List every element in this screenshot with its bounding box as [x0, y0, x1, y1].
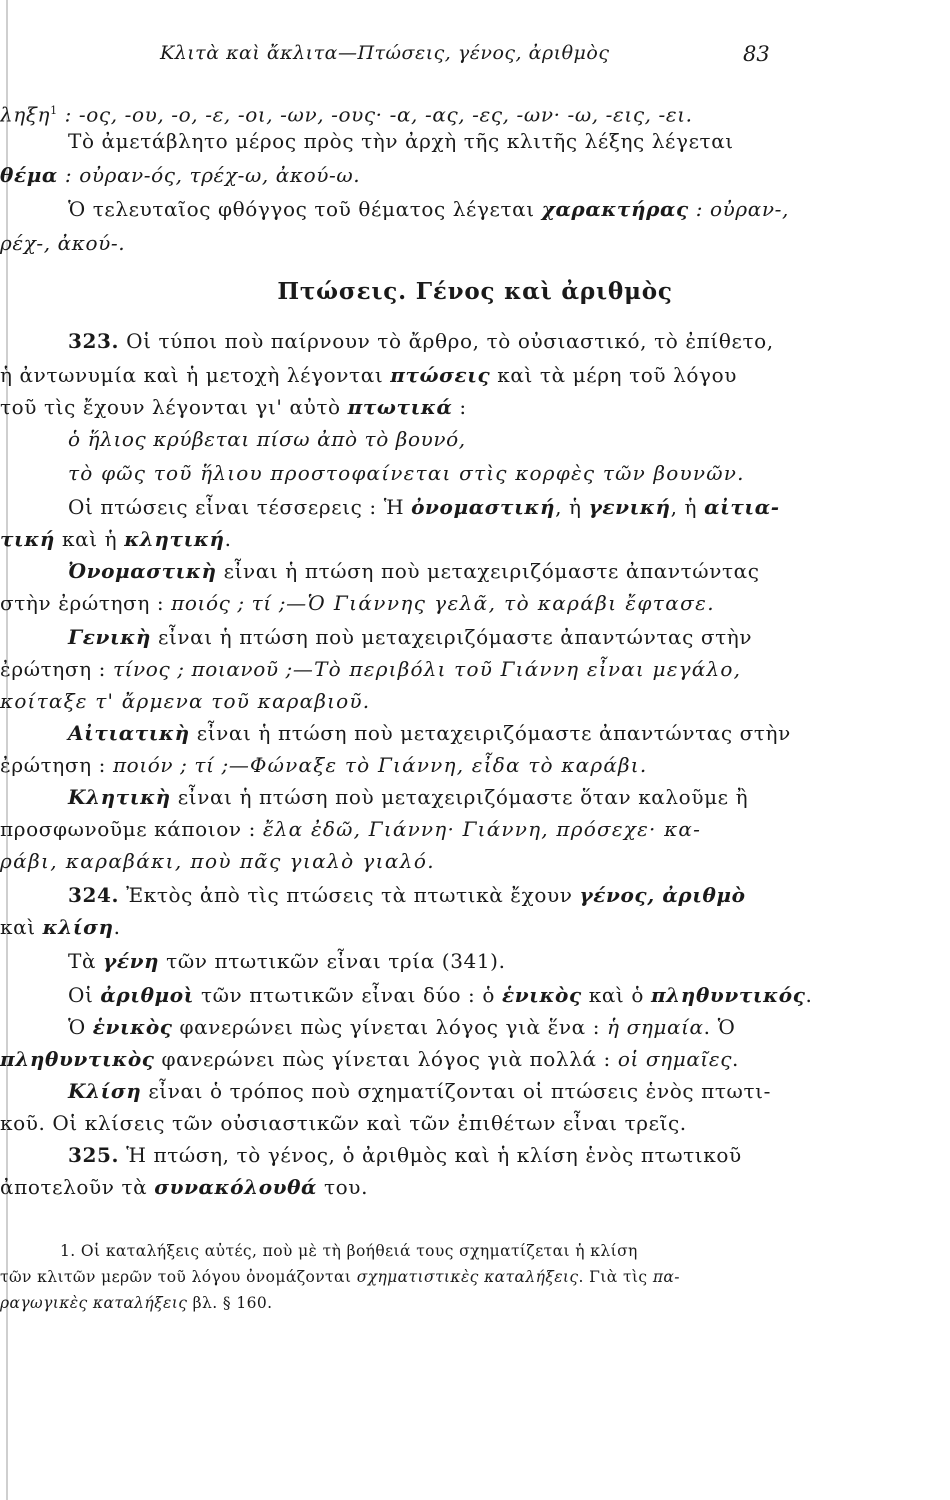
case-vocative-line-3: ράβι, καραβάκι, ποὺ πᾶς γιαλὸ γιαλό. [0, 849, 436, 873]
case-genitive-line-1 [0, 624, 950, 650]
text-span: . Γιὰ τὶς [578, 1268, 653, 1286]
term-genos-arithmos: γένος, ἀριθμὸ [579, 883, 746, 907]
term-schimatistikes: σχηματιστικὲς καταλήξεις [356, 1268, 579, 1286]
term-katalixi: ληξη [0, 102, 51, 127]
example-text: —Ὁ Γιάννης γελᾶ, τὸ καράβι ἔφτασε. [286, 591, 716, 615]
para-323-line-2 [0, 362, 940, 388]
text-span: εἶναι ὁ τρόπος ποὺ σχηματίζονται οἱ πτώσεις ἑνὸς πτωτι- [141, 1079, 771, 1103]
case-vocative-line-2 [0, 816, 940, 842]
para-324-line-2 [0, 914, 940, 940]
section-heading-text: Πτώσεις. Γένος καὶ ἀριθμὸς [277, 278, 673, 305]
para-324-line-6 [0, 1046, 940, 1072]
text-span: : οὐραν-, [688, 197, 789, 221]
text-span: ἀποτελοῦν τὰ [0, 1175, 155, 1199]
text-span: βλ. § 160. [187, 1294, 273, 1312]
case-genitive-line-2 [0, 656, 940, 682]
term-geni: γένη [103, 949, 160, 973]
term-enikos-def: ἑνικὸς [92, 1015, 173, 1039]
text-span: στὴν ἐρώτηση : [0, 591, 172, 615]
footnote-line-3 [0, 1292, 940, 1314]
term-ptotika: πτωτικά [347, 395, 453, 419]
text-span: . [113, 915, 121, 939]
para-323-line-1 [0, 328, 950, 354]
para-324-line-5 [0, 1014, 950, 1040]
term-charaktiras: χαρακτήρας [541, 197, 689, 221]
page-header [0, 42, 950, 72]
text-span: καὶ τὰ μέρη τοῦ λόγου [490, 363, 737, 387]
question-words: τίνος ; ποιανοῦ ; [112, 657, 293, 681]
case-vocative-line-1 [0, 784, 950, 810]
text-span: τική [0, 527, 56, 551]
term-enikos: ἑνικὸς [501, 983, 582, 1007]
intro-line-3 [0, 162, 940, 188]
text-span: εἶναι ἡ πτώση ποὺ μεταχειριζόμαστε ὅταν καλοῦμε ἢ [170, 785, 749, 809]
term-arithmoi: ἀριθμοὶ [100, 983, 194, 1007]
intro-line-2: Τὸ ἀμετάβλητο μέρος πρὸς τὴν ἀρχὴ τῆς κλιτῆς λέξης λέγεται [68, 129, 734, 153]
text-span: καὶ ὁ [581, 983, 651, 1007]
footnote-ref: 1 [50, 104, 58, 117]
term-onomastiki-def: Ὀνομαστικὴ [68, 559, 217, 583]
text-span: τῶν κλιτῶν μερῶν τοῦ λόγου ὀνομάζονται [0, 1268, 357, 1286]
term-plithyntikos: πληθυντικός [650, 983, 806, 1007]
text-span: , ἡ [555, 495, 589, 519]
text-span: Ἡ πτώση, τὸ γένος, ὁ ἀριθμὸς καὶ ἡ κλίση ἑνὸς πτωτικοῦ [119, 1143, 742, 1167]
term-plithyntikos-def: πληθυντικὸς [0, 1047, 155, 1071]
running-head: Κλιτὰ καὶ ἄκλιτα—Πτώσεις, γένος, ἀριθμὸς [160, 42, 610, 64]
example-text: οἱ σημαῖες [617, 1047, 732, 1071]
term-geniki-def: Γενικὴ [68, 625, 152, 649]
text-span: , ἡ [670, 495, 705, 519]
para-323-line-6 [0, 494, 950, 520]
para-324-line-4 [0, 982, 950, 1008]
term-synakoloutha: συνακόλουθά [154, 1175, 318, 1199]
text-span: τοῦ τὶς ἔχουν λέγονται γι' αὐτὸ [0, 395, 348, 419]
example-text: —Φώναξε τὸ Γιάννη, εἶδα τὸ καράβι. [228, 753, 648, 777]
term-klitiki-def: Κλητικὴ [68, 785, 171, 809]
section-heading [0, 278, 950, 305]
text-span: φανερώνει πὼς γίνεται λόγος γιὰ πολλά : [154, 1047, 618, 1071]
case-nominative-line-2 [0, 590, 940, 616]
text-span: εἶναι ἡ πτώση ποὺ μεταχειριζόμαστε ἀπαντώντας στὴν [189, 721, 791, 745]
para-325-line-1 [0, 1142, 950, 1168]
text-span: εἶναι ἡ πτώση ποὺ μεταχειριζόμαστε ἀπαντώντας στὴν [151, 625, 753, 649]
case-accusative-line-1 [0, 720, 950, 746]
example-line-2: τὸ φῶς τοῦ ἥλιου προστοφαίνεται στὶς κορφὲς τῶν βουνῶν. [68, 461, 745, 485]
text-span: καὶ [0, 915, 43, 939]
text-span: ἐρώτηση : [0, 657, 113, 681]
text-span: πα- [652, 1268, 680, 1286]
para-324-line-7 [0, 1078, 950, 1104]
case-nominative-line-1 [0, 558, 950, 584]
example-line-1: ὁ ἥλιος κρύβεται πίσω ἀπὸ τὸ βουνό, [68, 427, 466, 451]
paragraph-number: 325. [68, 1143, 120, 1167]
case-accusative-line-2 [0, 752, 940, 778]
footnote-line-1: 1. Οἱ καταλήξεις αὐτές, ποὺ μὲ τὴ βοήθειά τους σχηματίζεται ἡ κλίση [60, 1242, 638, 1260]
paragraph-number: 323. [68, 329, 120, 353]
example-text: —Τὸ περιβόλι τοῦ Γιάννη εἶναι μεγάλο, [292, 657, 742, 681]
footnote-line-2 [0, 1266, 940, 1288]
intro-line-5: ρέχ-, ἀκού-. [0, 231, 126, 255]
term-geniki: γενική [588, 495, 671, 519]
text-span: Ὁ [68, 1015, 93, 1039]
text-span: Οἱ πτώσεις εἶναι τέσσερεις : Ἡ [68, 495, 412, 519]
text-span: Οἱ τύποι ποὺ παίρνουν τὸ ἄρθρο, τὸ οὐσιαστικό, τὸ ἐπίθετο, [119, 329, 774, 353]
term-klisi: κλίση [42, 915, 114, 939]
term-ptoseis: πτώσεις [390, 363, 491, 387]
text-span: . [805, 983, 813, 1007]
text-span: . [732, 1047, 739, 1071]
text-span: φανερώνει πὼς γίνεται λόγος γιὰ ἕνα : [172, 1015, 608, 1039]
case-genitive-line-3: κοίταξε τ' ἄρμενα τοῦ καραβιοῦ. [0, 689, 371, 713]
text-span: : [452, 395, 467, 419]
para-323-line-7 [0, 526, 940, 552]
text-span: εἶναι ἡ πτώση ποὺ μεταχειριζόμαστε ἀπαντώντας [216, 559, 760, 583]
text-span: τῶν πτωτικῶν εἶναι τρία (341). [159, 949, 506, 973]
term-klitiki: κλητική [124, 527, 225, 551]
term-thema: θέμα [0, 163, 58, 187]
para-324-line-1 [0, 882, 950, 908]
text-span: Οἱ [68, 983, 101, 1007]
text-span: προσφωνοῦμε κάποιον : [0, 817, 263, 841]
text-span: τῶν πτωτικῶν εἶναι δύο : ὁ [193, 983, 502, 1007]
paragraph-number: 324. [68, 883, 120, 907]
intro-line-4 [0, 196, 950, 222]
text-span: . Ὁ [703, 1015, 736, 1039]
term-paragogikes: ραγωγικὲς καταλήξεις [0, 1294, 188, 1312]
para-325-line-2 [0, 1174, 940, 1200]
thema-examples: : οὐραν-ός, τρέχ-ω, ἀκού-ω. [57, 163, 361, 187]
term-aitiatiki-def: Αἰτιατικὴ [68, 721, 190, 745]
text-span: Ἐκτὸς ἀπὸ τὶς πτώσεις τὰ πτωτικὰ ἔχουν [119, 883, 580, 907]
text-span: Τὰ [68, 949, 104, 973]
question-words: ποιός ; τί ; [171, 591, 287, 615]
term-onomastiki: ὀνομαστική [411, 495, 556, 519]
endings-list: : -ος, -ου, -ο, -ε, -οι, -ων, -ους· -α, -ας, -ες, -ων· -ω, -εις, -ει. [57, 102, 693, 127]
intro-endings-line [0, 98, 940, 128]
para-324-line-3 [0, 948, 950, 974]
example-text: ἔλα ἐδῶ, Γιάννη· Γιάννη, πρόσεχε· κα- [262, 817, 702, 841]
text-span: ἐρώτηση : [0, 753, 113, 777]
question-words: ποιόν ; τί ; [112, 753, 229, 777]
para-323-line-3 [0, 394, 940, 420]
text-span: ἡ ἀντωνυμία καὶ ἡ μετοχὴ λέγονται [0, 363, 391, 387]
term-aitiatiki: αἰτια- [704, 495, 780, 519]
para-324-line-8: κοῦ. Οἱ κλίσεις τῶν οὐσιαστικῶν καὶ τῶν ἐπιθέτων εἶναι τρεῖς. [0, 1111, 687, 1135]
text-span: καὶ ἡ [55, 527, 125, 551]
example-text: ἡ σημαία [607, 1015, 704, 1039]
term-klisi-def: Κλίση [68, 1079, 142, 1103]
text-span: . [224, 527, 232, 551]
page-number: 83 [743, 42, 770, 66]
text-span: Ὁ τελευταῖος φθόγγος τοῦ θέματος λέγεται [68, 197, 542, 221]
text-span: του. [317, 1175, 369, 1199]
